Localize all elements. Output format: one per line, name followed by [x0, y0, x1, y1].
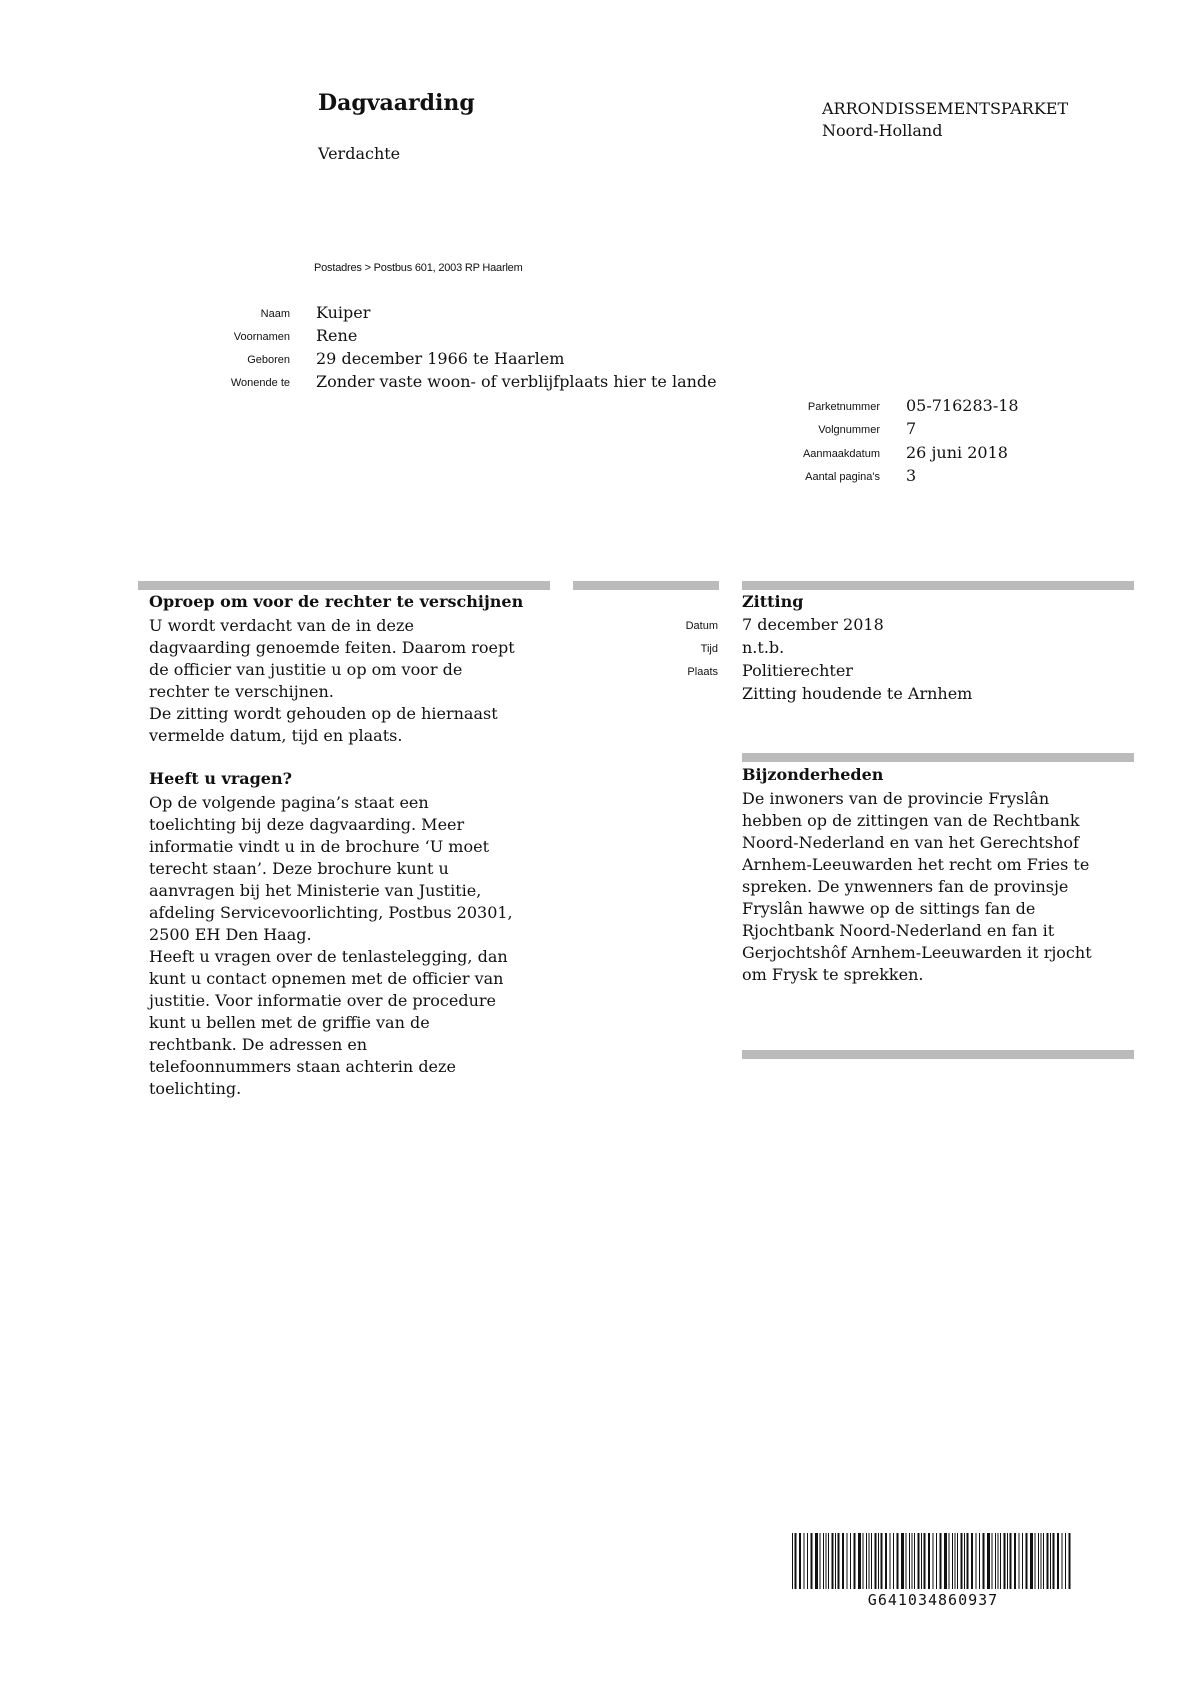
barcode-bar: [847, 1533, 848, 1589]
barcode-bar: [1043, 1533, 1044, 1589]
meta-value-sequence-number: 7: [906, 419, 917, 438]
barcode-bar: [832, 1533, 834, 1589]
barcode-bar: [820, 1533, 821, 1589]
particulars-heading: Bijzonderheden: [742, 765, 884, 784]
person-value-residence: Zonder vaste woon- of verblijfplaats hier te lande: [316, 372, 717, 391]
session-heading: Zitting: [742, 592, 804, 611]
barcode-bar: [964, 1533, 965, 1589]
barcode-bar: [995, 1533, 996, 1589]
barcode-bar: [912, 1533, 913, 1589]
barcode-bar: [1038, 1533, 1039, 1589]
barcode-bar: [885, 1533, 887, 1589]
person-label-residence: Wonende te: [230, 377, 290, 389]
barcode-bar: [866, 1533, 867, 1589]
barcode-bar: [1010, 1533, 1012, 1589]
issuing-office-line1: ARRONDISSEMENTSPARKET: [822, 99, 1069, 118]
section-rule-particulars: [742, 753, 1134, 762]
session-value-date: 7 december 2018: [742, 615, 884, 634]
person-value-firstnames: Rene: [316, 326, 358, 345]
barcode-bar: [1047, 1533, 1049, 1589]
questions-heading: Heeft u vragen?: [149, 769, 292, 788]
barcode-bar: [971, 1533, 973, 1589]
barcode-bar: [1057, 1533, 1059, 1589]
issuing-office: [822, 98, 1068, 142]
barcode-bar: [992, 1533, 993, 1589]
barcode-bar: [976, 1533, 977, 1589]
barcode-bar: [828, 1533, 829, 1589]
barcode-bar: [842, 1533, 844, 1589]
session-label-place: Plaats: [687, 666, 718, 678]
barcode-bar: [924, 1533, 926, 1589]
barcode-bar: [835, 1533, 836, 1589]
barcode-bar: [1041, 1533, 1042, 1589]
questions-text: Op de volgende pagina’s staat een toelichting bij deze dagvaarding. Meer informatie vindt u in de brochure ‘U moet terecht staan’. Deze brochure kunt u aanvragen bij het Ministerie van Justitie, afdeling Servicevoorlichting, Postbus 20301, 2500 EH Den Haag. Heeft u vragen over de tenlastelegging, dan kunt u contact opnemen met de officier van justitie. Voor informatie over de procedure kunt u bellen met de griffie van de rechtbank. De adressen en telefoonnummers staan achterin deze toelichting.: [149, 793, 513, 1098]
barcode-bar: [838, 1533, 840, 1589]
postal-address: Postadres > Postbus 601, 2003 RP Haarlem: [314, 262, 523, 274]
meta-label-page-count: Aantal pagina's: [805, 471, 880, 483]
barcode-bar: [940, 1533, 942, 1589]
barcode-bar: [1062, 1533, 1063, 1589]
barcode-bar: [871, 1533, 872, 1589]
barcode-image: [790, 1533, 1076, 1589]
barcode-bar: [1065, 1533, 1066, 1589]
person-label-name: Naam: [260, 308, 290, 320]
barcode-bar: [893, 1533, 894, 1589]
barcode-bar: [1035, 1533, 1036, 1589]
barcode-bar: [987, 1533, 990, 1589]
barcode-bar: [979, 1533, 980, 1589]
barcode-bar: [795, 1533, 797, 1589]
barcode-bar: [850, 1533, 851, 1589]
barcode-bar: [875, 1533, 877, 1589]
person-label-born: Geboren: [247, 354, 290, 366]
barcode-bar: [944, 1533, 947, 1589]
person-value-name: Kuiper: [316, 303, 371, 322]
barcode-bar: [799, 1533, 801, 1589]
barcode-bar: [815, 1533, 818, 1589]
issuing-office-line2: Noord-Holland: [822, 121, 943, 140]
barcode-bar: [792, 1533, 793, 1589]
meta-label-case-number: Parketnummer: [807, 401, 880, 413]
person-label-firstnames: Voornamen: [233, 331, 290, 343]
barcode-bar: [957, 1533, 958, 1589]
barcode-bar: [1026, 1533, 1028, 1589]
barcode-bar: [949, 1533, 950, 1589]
barcode-bar: [936, 1533, 937, 1589]
barcode-bar: [998, 1533, 999, 1589]
barcode-bar: [863, 1533, 864, 1589]
meta-value-case-number: 05-716283-18: [906, 396, 1019, 415]
particulars-text: De inwoners van de provincie Fryslân hebben op de zittingen van de Rechtbank Noord-Nederland en van het Gerechtshof Arnhem-Leeuwarden het recht om Fries te spreken. De ynwenners fan de provinsje Fryslân hawwe op de sittings fan de Rjochtbank Noord-Nederland en fan it Gerjochtshôf Arnhem-Leeuwarden it rjocht om Frysk te sprekken.: [742, 789, 1092, 984]
summons-heading: Oproep om voor de rechter te verschijnen: [149, 592, 524, 611]
barcode-bar: [1069, 1533, 1071, 1589]
barcode-bar: [901, 1533, 904, 1589]
barcode-bar: [1030, 1533, 1033, 1589]
barcode-bar: [804, 1533, 805, 1589]
meta-value-page-count: 3: [906, 466, 917, 485]
barcode-bar: [854, 1533, 856, 1589]
session-value-place: Politierechter: [742, 661, 853, 680]
document-title: Dagvaarding: [318, 90, 475, 116]
barcode-bar: [914, 1533, 915, 1589]
barcode-bar: [928, 1533, 930, 1589]
session-label-time: Tijd: [700, 643, 718, 655]
barcode-bar: [921, 1533, 922, 1589]
barcode-bar: [983, 1533, 985, 1589]
barcode-bar: [918, 1533, 920, 1589]
session-value-time: n.t.b.: [742, 638, 785, 657]
barcode-bar: [823, 1533, 824, 1589]
barcode-bar: [961, 1533, 963, 1589]
barcode-bar: [1050, 1533, 1051, 1589]
barcode-bar: [955, 1533, 956, 1589]
barcode-bar: [967, 1533, 969, 1589]
barcode-bar: [897, 1533, 899, 1589]
barcode-bar: [1014, 1533, 1016, 1589]
section-rule-session: [742, 581, 1134, 590]
session-location: Zitting houdende te Arnhem: [742, 684, 973, 703]
barcode-bar: [811, 1533, 813, 1589]
section-rule-bottom: [742, 1050, 1134, 1059]
barcode-bar: [952, 1533, 953, 1589]
barcode-number: G641034860937: [867, 1591, 999, 1609]
barcode-bar: [881, 1533, 883, 1589]
barcode-bar: [826, 1533, 827, 1589]
barcode-bar: [1019, 1533, 1020, 1589]
barcode-bar: [909, 1533, 910, 1589]
barcode-bar: [807, 1533, 808, 1589]
session-label-date: Datum: [685, 620, 718, 632]
meta-value-created-date: 26 juni 2018: [906, 443, 1008, 462]
barcode-bar: [1022, 1533, 1023, 1589]
section-rule-summons: [138, 581, 550, 590]
barcode-bar: [1007, 1533, 1008, 1589]
meta-label-sequence-number: Volgnummer: [818, 424, 880, 436]
barcode-bar: [906, 1533, 907, 1589]
barcode-bar: [933, 1533, 934, 1589]
section-rule-middle: [573, 581, 719, 590]
person-value-born: 29 december 1966 te Haarlem: [316, 349, 565, 368]
barcode-bar: [1000, 1533, 1001, 1589]
barcode-bar: [869, 1533, 870, 1589]
barcode-bar: [1053, 1533, 1055, 1589]
meta-label-created-date: Aanmaakdatum: [802, 448, 880, 460]
barcode-bar: [890, 1533, 891, 1589]
barcode-bar: [878, 1533, 879, 1589]
barcode-bar: [858, 1533, 861, 1589]
barcode-bar: [1004, 1533, 1006, 1589]
summons-text: U wordt verdacht van de in deze dagvaarding genoemde feiten. Daarom roept de officier van justitie u op om voor de rechter te verschijnen. De zitting wordt gehouden op de hiernaast vermelde datum, tijd en plaats.: [149, 616, 515, 745]
document-subtitle: Verdachte: [318, 144, 401, 163]
